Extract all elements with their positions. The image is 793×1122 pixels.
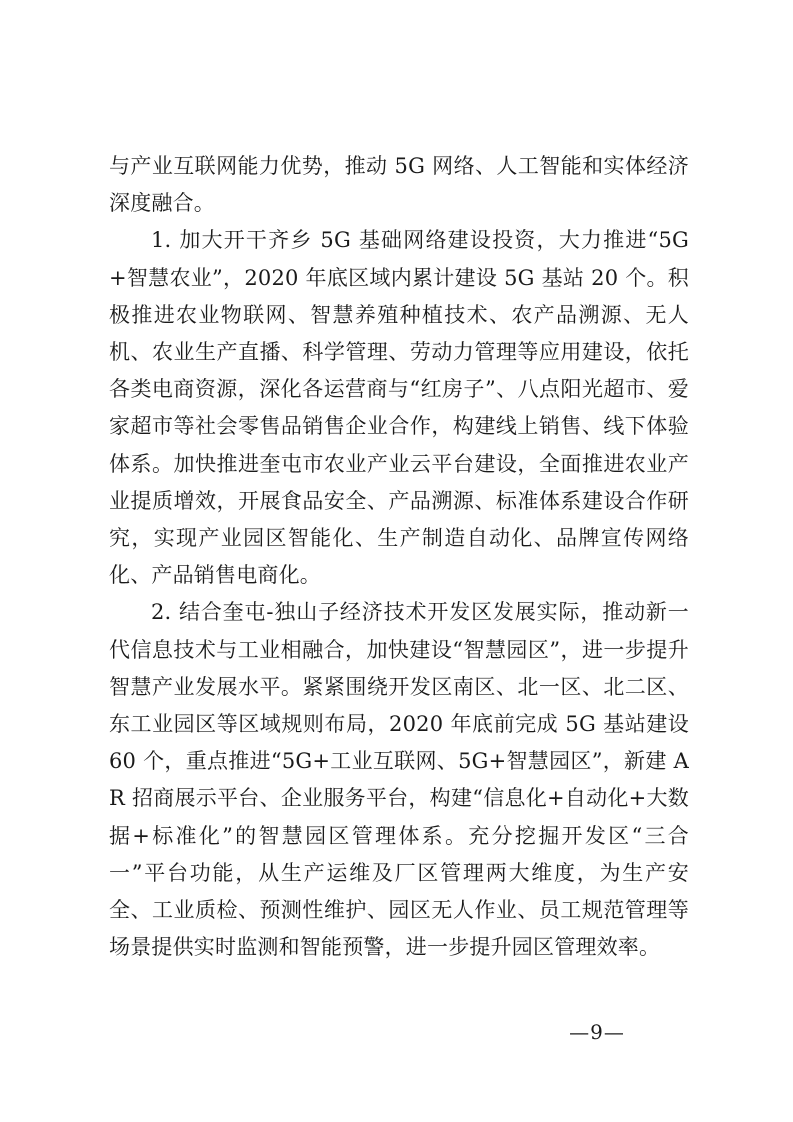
- paragraph-item-2: 2. 结合奎屯-独山子经济技术开发区发展实际，推动新一代信息技术与工业相融合，加快建设“智慧园区”，进一步提升智慧产业发展水平。紧紧围绕开发区南区、北一区、北二区、东工业园区等区域规则布局，2020 年底前完成 5G 基站建设 60 个，重点推进“5G+工业互联网、5G+智慧园区”，新建 AR 招商展示平台、企业服务平台，构建“信息化+自动化+大数据+标准化”的智慧园区管理体系。充分挖掘开发区“三合一”平台功能，从生产运维及厂区管理两大维度，为生产安全、工业质检、预测性维护、园区无人作业、员工规范管理等场景提供实时监测和智能预警，进一步提升园区管理效率。: [109, 600, 689, 960]
- paragraph-item-1: 1. 加大开干齐乡 5G 基础网络建设投资，大力推进“5G+智慧农业”，2020 年底区域内累计建设 5G 基站 20 个。积极推进农业物联网、智慧养殖种植技术、农产品溯源、无人机、农业生产直播、科学管理、劳动力管理等应用建设，依托各类电商资源，深化各运营商与“红房子”、八点阳光超市、爱家超市等社会零售品销售企业合作，构建线上销售、线下体验体系。加快推进奎屯市农业产业云平台建设，全面推进农业产业提质增效，开展食品安全、产品溯源、标准体系建设合作研究，实现产业园区智能化、生产制造自动化、品牌宣传网络化、产品销售电商化。: [109, 228, 689, 588]
- body-text: [109, 148, 689, 966]
- paragraph-continuation: 与产业互联网能力优势，推动 5G 网络、人工智能和实体经济深度融合。: [109, 154, 689, 216]
- page-number: —9—: [569, 1020, 625, 1044]
